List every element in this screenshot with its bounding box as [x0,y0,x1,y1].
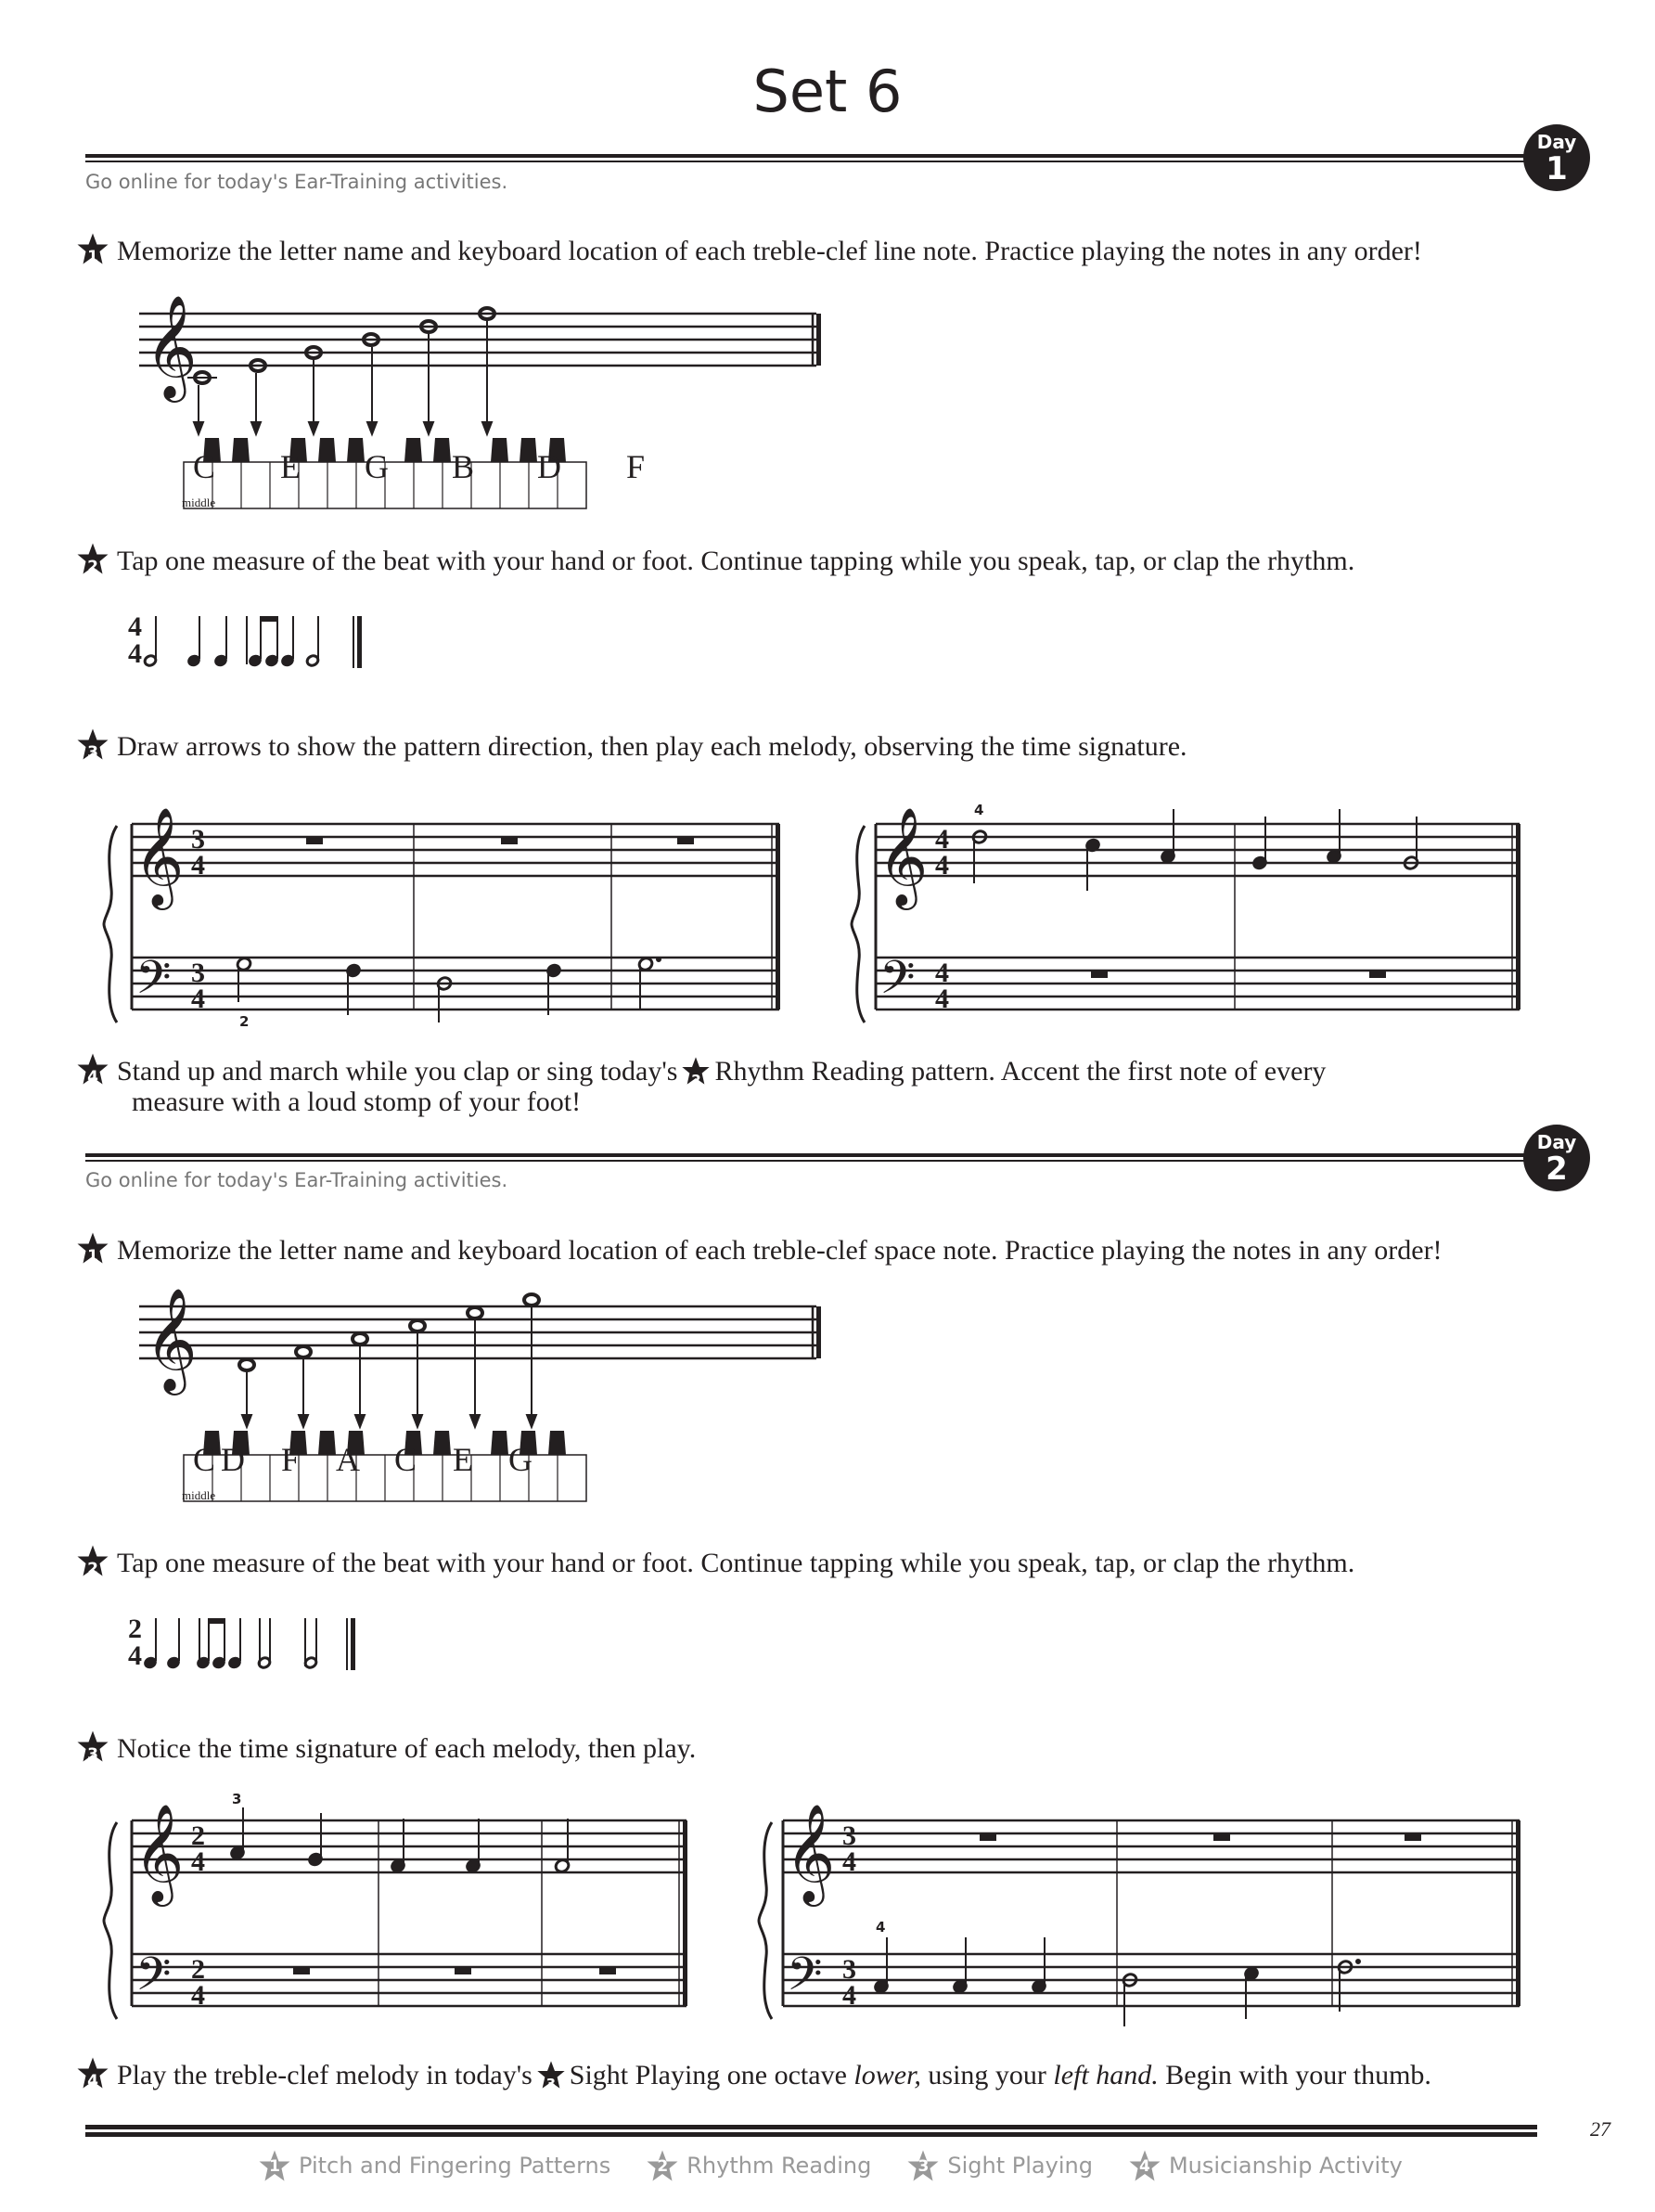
instruction-2: 2 Tap one measure of the beat with your hand or foot. Continue tapping while you speak, tap, or clap the rhythm. [76,542,1354,578]
footer-legend [258,2149,1438,2182]
svg-text:𝄢: 𝄢 [135,951,172,1016]
instruction-2: 2 Tap one measure of the beat with your hand or foot. Continue tapping while you speak, tap, or clap the rhythm. [76,1544,1354,1580]
keyboard-labels-day1: C E G B D F [192,448,646,485]
svg-text:4: 4 [191,984,205,1014]
svg-text:2: 2 [239,1013,250,1028]
legend-sight-playing: 3 Sight Playing [906,2149,1093,2182]
star-number-icon: 3 [76,727,109,761]
star-number-icon: 1 [76,1231,109,1265]
svg-text:4: 4 [935,958,949,988]
legend-pitch-fingering: 1 Pitch and Fingering Patterns [258,2149,610,2182]
day-badge-1: Day 1 [1523,124,1590,191]
star-number-icon: 2 [76,1544,109,1577]
instruction-4: 4 Play the treble-clef melody in today's 3 Sight Playing one octave lower, using your left hand. Begin with your thumb. [76,2056,1431,2092]
svg-text:4: 4 [935,850,949,881]
star-number-icon: 4 [1128,2149,1161,2182]
svg-text:4: 4 [128,638,142,669]
page-title: Set 6 [752,58,903,125]
star-number-icon: 3 [906,2149,940,2182]
svg-text:4: 4 [935,984,949,1014]
page-number: 27 [1590,2117,1610,2141]
star-number-icon: 4 [76,2056,109,2090]
section-divider [85,154,1542,158]
svg-text:4: 4 [842,1846,856,1877]
keyboard-labels-day2: C D F A C E G [192,1441,532,1478]
star-number-icon: 2 [646,2149,679,2182]
star-number-icon: 1 [258,2149,291,2182]
svg-text:3: 3 [191,958,205,988]
star-number-icon: 2 [76,542,109,575]
svg-text:3: 3 [191,824,205,855]
instruction-3: 3 Notice the time signature of each melody, then play. [76,1730,696,1766]
svg-text:3: 3 [842,1954,856,1985]
svg-text:𝄞: 𝄞 [134,1803,185,1902]
instruction-4: 4 Stand up and march while you clap or sing today's 2 Rhythm Reading pattern. Accent the first note of every [76,1052,1326,1088]
svg-text:𝄢: 𝄢 [879,951,916,1016]
legend-musicianship: 4 Musicianship Activity [1128,2149,1403,2182]
middle-c-label: middle [182,495,216,509]
grand-staff-melody-4 [753,1783,1542,2043]
svg-text:4: 4 [974,802,984,818]
instruction-1: 1 Memorize the letter name and keyboard location of each treble-clef line note. Practice playing the notes in any order! [76,232,1422,268]
legend-rhythm-reading: 2 Rhythm Reading [646,2149,871,2182]
rhythm-pattern-day2 [121,1605,789,1679]
ear-training-note: Go online for today's Ear-Training activities. [85,1169,508,1191]
svg-text:4: 4 [842,1980,856,2011]
svg-text:𝄞: 𝄞 [878,806,929,906]
instruction-3: 3 Draw arrows to show the pattern direction, then play each melody, observing the time signature. [76,727,1187,764]
section-divider-thin [85,1160,1542,1162]
svg-text:𝄞: 𝄞 [145,1287,198,1391]
svg-text:4: 4 [128,611,142,642]
svg-text:3: 3 [232,1791,242,1807]
star-number-icon: 4 [76,1052,109,1086]
svg-text:4: 4 [191,1846,205,1877]
star-number-icon: 1 [76,232,109,265]
svg-text:𝄞: 𝄞 [145,294,198,398]
svg-text:2: 2 [191,1820,205,1851]
svg-text:4: 4 [191,1980,205,2011]
star-ref-icon: 2 [681,1056,711,1086]
star-ref-icon: 3 [536,2060,566,2090]
section-divider [85,1153,1542,1157]
star-number-icon: 3 [76,1730,109,1763]
instruction-1: 1 Memorize the letter name and keyboard location of each treble-clef space note. Practice playing the notes in any order! [76,1231,1443,1267]
svg-text:4: 4 [935,824,949,855]
svg-text:2: 2 [128,1614,142,1644]
svg-text:2: 2 [191,1954,205,1985]
footer-divider [85,2125,1537,2129]
rhythm-pattern-day1 [121,603,789,677]
svg-text:3: 3 [842,1820,856,1851]
grand-staff-melody-1 [98,787,794,1028]
svg-text:𝄢: 𝄢 [787,1948,823,2013]
ear-training-note: Go online for today's Ear-Training activities. [85,171,508,193]
footer-divider-2 [85,2132,1537,2137]
svg-text:4: 4 [191,850,205,881]
grand-staff-melody-2 [846,787,1533,1028]
svg-text:4: 4 [128,1640,142,1671]
svg-text:4: 4 [876,1919,886,1936]
grand-staff-melody-3 [98,1783,701,2025]
day-badge-2: Day 2 [1523,1125,1590,1191]
instruction-4-line2: measure with a loud stomp of your foot! [132,1087,582,1117]
middle-c-label: middle [182,1488,216,1502]
svg-text:𝄢: 𝄢 [135,1948,172,2013]
section-divider-thin [85,161,1542,162]
svg-text:𝄞: 𝄞 [785,1803,836,1902]
svg-text:𝄞: 𝄞 [134,806,185,906]
